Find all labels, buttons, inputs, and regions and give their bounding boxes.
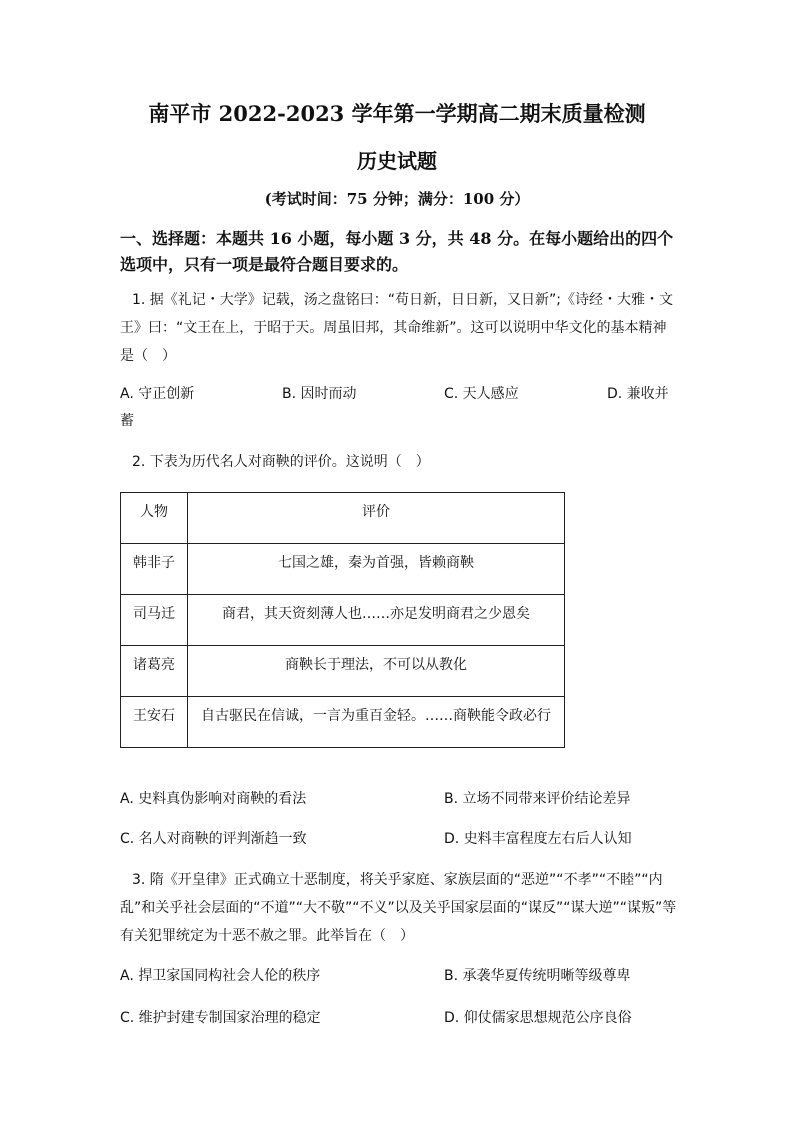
- question-2-option-d: D. 史料丰富程度左右后人认知: [444, 831, 632, 847]
- table-cell-evaluation: 自古驱民在信诚，一言为重百金轻。……商鞅能令政必行: [201, 708, 551, 724]
- table-cell-evaluation: 七国之雄，秦为首强，皆赖商鞅: [278, 555, 474, 571]
- question-1-option-d-wrap: 蓄: [120, 413, 134, 429]
- table-header-evaluation: 评价: [362, 504, 390, 520]
- table-cell-person: 王安石: [133, 708, 175, 724]
- table-cell-person: 诸葛亮: [133, 657, 175, 673]
- table-cell-person: 韩非子: [133, 555, 175, 571]
- question-1-option-c: C. 天人感应: [444, 386, 519, 402]
- table-row: [121, 646, 565, 697]
- table-row: [121, 595, 565, 646]
- table-row: [121, 697, 565, 748]
- question-2-stem: 2. 下表为历代名人对商鞅的评价。这说明（ ）: [132, 454, 430, 470]
- question-3-option-c: C. 维护封建专制国家治理的稳定: [120, 1010, 321, 1026]
- question-3-option-d: D. 仰仗儒家思想规范公序良俗: [444, 1010, 632, 1026]
- question-1-option-a: A. 守正创新: [120, 386, 195, 402]
- table-cell-evaluation: 商鞅长于理法，不可以从教化: [285, 657, 467, 673]
- question-3-option-b: B. 承袭华夏传统明晰等级尊卑: [444, 968, 631, 984]
- table-header-row: [121, 493, 565, 544]
- table-header-person: 人物: [140, 504, 168, 520]
- table-cell-person: 司马迁: [133, 606, 175, 622]
- question-3-stem: 3. 隋《开皇律》正式确立十恶制度，将关乎家庭、家族层面的“恶逆”“不孝”“不睦”“内乱”和关乎社会层面的“不道”“大不敬”“不义”以及关乎国家层面的“谋反”“谋大逆”“谋叛”等有关犯罪统定为十恶不赦之罪。此举旨在（ ）: [120, 872, 677, 944]
- question-1-stem: 1. 据《礼记・大学》记载，汤之盘铭曰：“苟日新，日日新，又日新”;《诗经・大雅・文王》曰：“文王在上，于昭于天。周虽旧邦，其命维新”。这可以说明中华文化的基本精神是（ ）: [120, 292, 674, 364]
- question-2-option-c: C. 名人对商鞅的评判渐趋一致: [120, 831, 307, 847]
- exam-info: (考试时间：75 分钟；满分：100 分）: [264, 190, 530, 208]
- question-1-option-d: D. 兼收并: [607, 386, 669, 402]
- question-2-option-b: B. 立场不同带来评价结论差异: [444, 791, 631, 807]
- question-2-option-a: A. 史料真伪影响对商鞅的看法: [120, 791, 307, 807]
- evaluation-table: [120, 492, 565, 748]
- section-heading: 一、选择题：本题共 16 小题，每小题 3 分，共 48 分。在每小题给出的四个选项中，只有一项是最符合题目要求的。: [120, 229, 674, 274]
- page-subtitle: 历史试题: [357, 149, 437, 173]
- question-1-option-b: B. 因时而动: [282, 386, 357, 402]
- page-title: 南平市 2022-2023 学年第一学期高二期末质量检测: [148, 101, 646, 126]
- table-cell-evaluation: 商君，其天资刻薄人也……亦足发明商君之少恩矣: [222, 606, 530, 622]
- table-row: [121, 544, 565, 595]
- question-3-option-a: A. 捍卫家国同构社会人伦的秩序: [120, 968, 321, 984]
